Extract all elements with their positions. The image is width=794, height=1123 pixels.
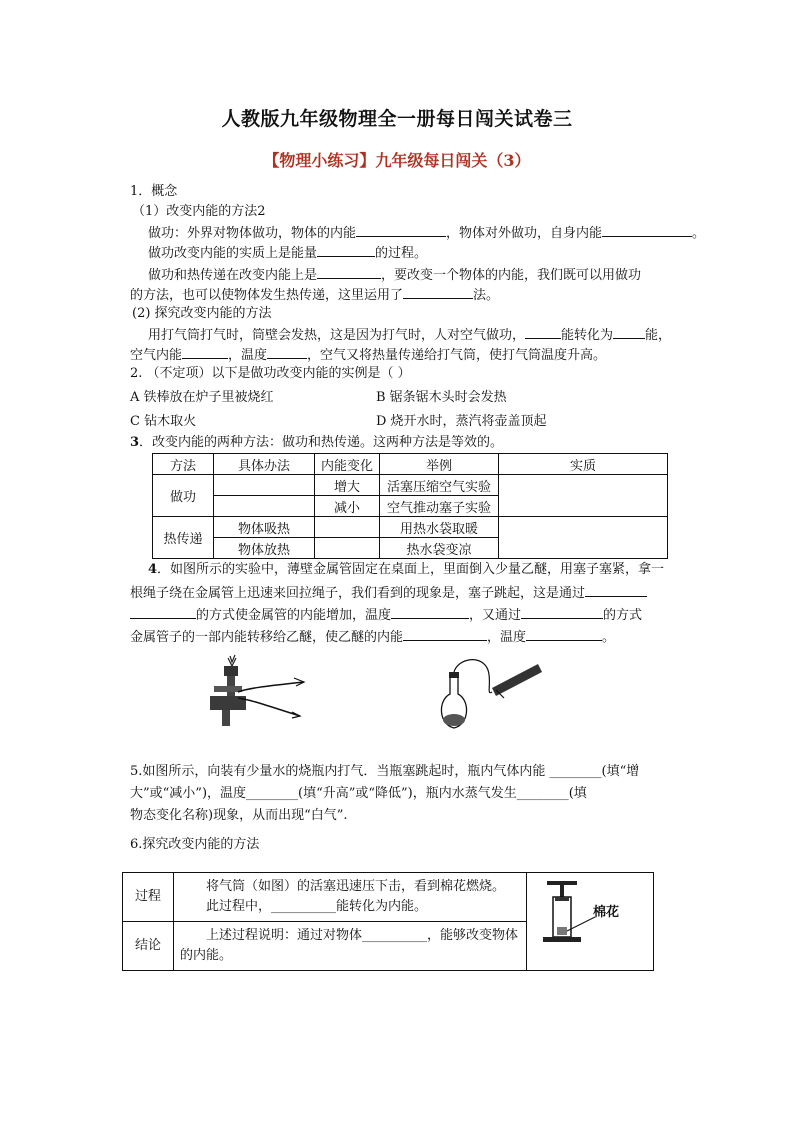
q4-line1: 4．如图所示的实验中，薄壁金属管固定在桌面上，里面倒入少量乙醚，用塞子塞紧，拿一 xyxy=(148,562,665,577)
q6-conclusion-cell xyxy=(174,922,527,971)
q5-line1: 5.如图所示，向装有少量水的烧瓶内打气．当瓶塞跳起时，瓶内气体内能 ________(填“增 xyxy=(130,764,640,779)
air-syringe-figure xyxy=(533,877,643,947)
s1-line5: 用打气筒打气时，筒壁会发热，这是因为打气时，人对空气做功， 能转化为 能， xyxy=(148,324,671,346)
q5-line3: 物态变化名称)现象，从而出现“白气”. xyxy=(130,808,348,823)
q3-cell: 增大 xyxy=(315,475,380,496)
q4-line4: 金属管子的一部内能转移给乙醚，使乙醚的内能 ，温度 。 xyxy=(130,626,615,648)
q3-cell: 物体吸热 xyxy=(214,517,315,538)
s1-line2: 做功改变内能的实质上是能量 的过程。 xyxy=(148,242,427,264)
q3-header: 内能变化 xyxy=(315,454,380,475)
q3-table xyxy=(152,453,668,559)
s1-line4: 的方法，也可以使物体发生热传递，这里运用了 法。 xyxy=(130,284,499,306)
q6-label-process: 过程 xyxy=(123,873,174,922)
cotton-label: 棉花 xyxy=(593,905,620,920)
section1-sub1: （1）改变内能的方法2 xyxy=(132,204,266,219)
q3-header: 方法 xyxy=(153,454,214,475)
q3-cell: 空气推动塞子实验 xyxy=(380,496,499,517)
q3-cell xyxy=(315,517,380,538)
q3-header: 具体办法 xyxy=(214,454,315,475)
q3-cell: 活塞压缩空气实验 xyxy=(380,475,499,496)
q3-cell: 用热水袋取暖 xyxy=(380,517,499,538)
page-subtitle: 【物理小练习】九年级每日闯关（3） xyxy=(263,151,531,170)
q3-cell xyxy=(499,475,668,517)
q3-question: 3．改变内能的两种方法：做功和热传递。这两种方法是等效的。 xyxy=(130,435,504,450)
q2-option-b: B 锯条锯木头时会发热 xyxy=(376,390,507,405)
page-title: 人教版九年级物理全一册每日闯关试卷三 xyxy=(221,108,573,130)
q3-cell: 物体放热 xyxy=(214,538,315,559)
q2-option-c: C 钻木取火 xyxy=(130,414,197,429)
q6-process-line2: 此过程中，__________能转化为内能。 xyxy=(206,899,428,914)
q2-question: 2. （不定项）以下是做功改变内能的实例是（ ） xyxy=(130,366,411,381)
section1-sub2: (2) 探究改变内能的方法 xyxy=(132,306,272,321)
flask-pump-figure xyxy=(436,656,544,736)
q3-cell xyxy=(315,538,380,559)
q4-line2: 根绳子绕在金属管上迅速来回拉绳子，我们看到的现象是，塞子跳起，这是通过 xyxy=(130,582,647,604)
q4-line3: 的方式使金属管的内能增加，温度 ，又通过 的方式 xyxy=(130,604,642,626)
q3-method-work: 做功 xyxy=(153,475,214,517)
q3-method-heat: 热传递 xyxy=(153,517,214,559)
q2-option-a: A 铁棒放在炉子里被烧红 xyxy=(130,390,274,405)
q3-cell xyxy=(214,475,315,496)
q6-figure-cell xyxy=(527,873,654,971)
q3-cell xyxy=(214,496,315,517)
q6-label-conclusion: 结论 xyxy=(123,922,174,971)
q6-table xyxy=(122,872,654,971)
q6-conclusion-line1: 上述过程说明：通过对物体__________，能够改变物体 xyxy=(206,928,519,943)
q3-cell: 热水袋变凉 xyxy=(380,538,499,559)
q2-option-d: D 烧开水时，蒸汽将壶盖顶起 xyxy=(376,414,547,429)
q3-header: 举例 xyxy=(380,454,499,475)
q6-process-line1: 将气筒（如图）的活塞迅速压下击，看到棉花燃烧。 xyxy=(206,879,506,894)
q5-line2: 大”或“减小”)，温度________(填“升高”或“降低”)，瓶内水蒸气发生________(填 xyxy=(130,786,587,801)
s1-line1: 做功：外界对物体做功，物体的内能 ，物体对外做功，自身内能 。 xyxy=(148,222,705,244)
q3-cell: 减小 xyxy=(315,496,380,517)
q3-header: 实质 xyxy=(499,454,668,475)
metal-tube-figure xyxy=(208,652,308,732)
q6-heading: 6.探究改变内能的方法 xyxy=(130,837,260,852)
s1-line3: 做功和热传递在改变内能上是 ，要改变一个物体的内能，我们既可以用做功 xyxy=(148,264,641,286)
q3-cell xyxy=(499,517,668,559)
section1-heading: 1．概念 xyxy=(130,184,178,199)
q6-process-cell xyxy=(174,873,527,922)
s1-line6: 空气内能 ，温度 ，空气又将热量传递给打气筒，使打气筒温度升高。 xyxy=(130,344,606,366)
q6-conclusion-line2: 的内能。 xyxy=(180,948,233,963)
